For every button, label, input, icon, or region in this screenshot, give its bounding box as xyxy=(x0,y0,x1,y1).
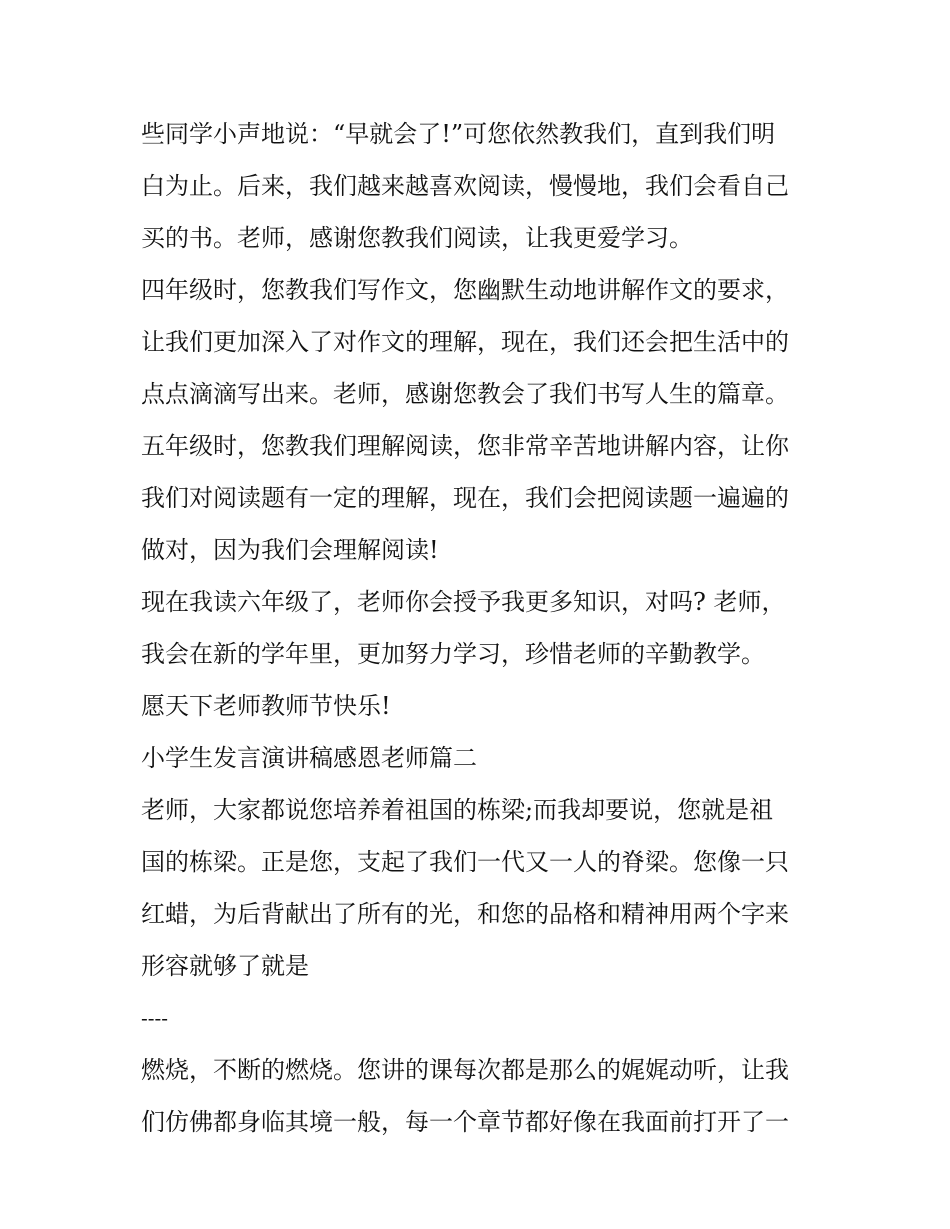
text-line: 做对，因为我们会理解阅读! xyxy=(141,536,439,564)
text-line: 国的栋梁。正是您，支起了我们一代又一人的脊梁。您像一只 xyxy=(141,848,789,876)
text-line: 现在我读六年级了，老师你会授予我更多知识，对吗? 老师， xyxy=(141,588,786,616)
text-line: 买的书。老师，感谢您教我们阅读，让我更爱学习。 xyxy=(141,224,693,252)
text-line: 红蜡，为后背献出了所有的光，和您的品格和精神用两个字来 xyxy=(141,900,789,928)
text-line: 愿天下老师教师节快乐! xyxy=(141,692,391,720)
text-line: 们仿佛都身临其境一般，每一个章节都好像在我面前打开了一 xyxy=(141,1108,789,1136)
page-break-divider: ---- xyxy=(141,1006,169,1030)
text-line: 老师，大家都说您培养着祖国的栋梁;而我却要说，您就是祖 xyxy=(141,796,774,824)
document-body xyxy=(141,108,821,1148)
section-heading: 小学生发言演讲稿感恩老师篇二 xyxy=(141,744,477,772)
text-line: 五年级时，您教我们理解阅读，您非常辛苦地讲解内容，让你 xyxy=(141,432,789,460)
text-line: 形容就够了就是 xyxy=(141,952,309,980)
text-line: 点点滴滴写出来。老师，感谢您教会了我们书写人生的篇章。 xyxy=(141,380,789,408)
text-line: 我会在新的学年里，更加努力学习，珍惜老师的辛勤教学。 xyxy=(141,640,765,668)
text-line: 些同学小声地说：“早就会了!”可您依然教我们，直到我们明 xyxy=(141,120,776,148)
text-line: 燃烧，不断的燃烧。您讲的课每次都是那么的娓娓动听，让我 xyxy=(141,1056,789,1084)
text-line: 白为止。后来，我们越来越喜欢阅读，慢慢地，我们会看自己 xyxy=(141,172,789,200)
text-line: 我们对阅读题有一定的理解，现在，我们会把阅读题一遍遍的 xyxy=(141,484,789,512)
text-line: 四年级时，您教我们写作文，您幽默生动地讲解作文的要求， xyxy=(141,276,789,304)
text-line: 让我们更加深入了对作文的理解，现在，我们还会把生活中的 xyxy=(141,328,789,356)
